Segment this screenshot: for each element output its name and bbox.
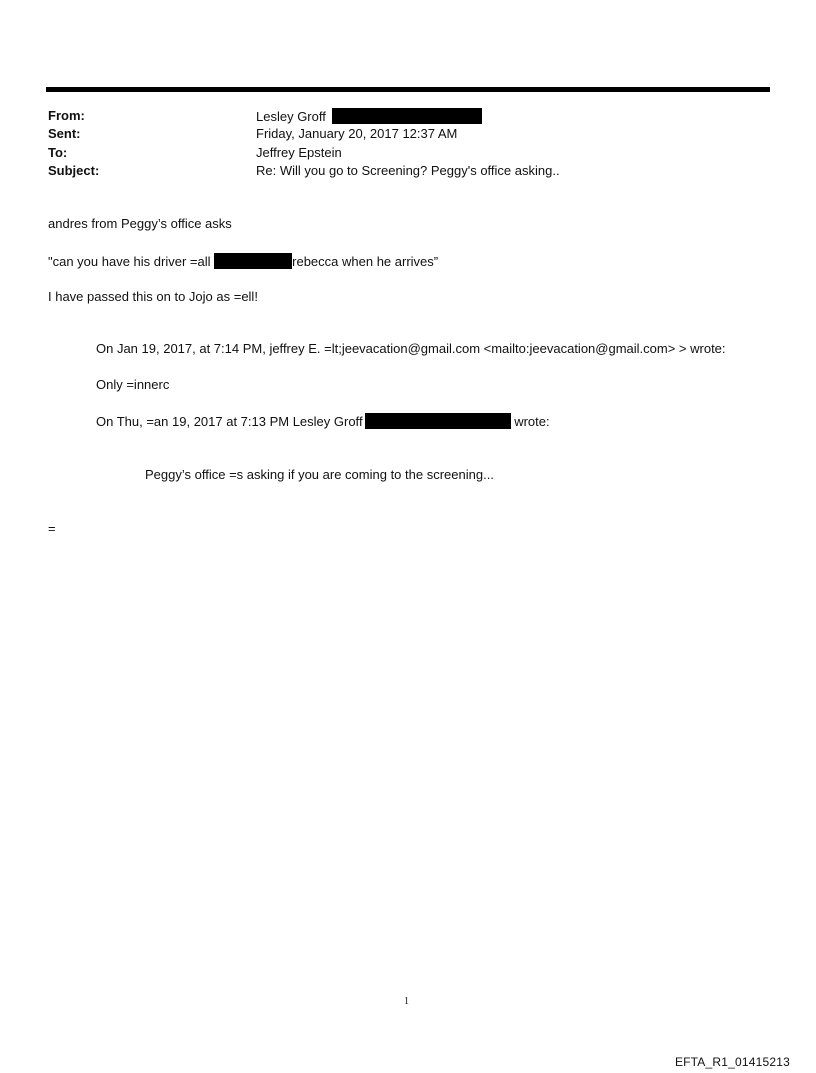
body-line-2 xyxy=(48,253,438,270)
bates-number: EFTA_R1_01415213 xyxy=(674,1055,790,1069)
sent-label: Sent: xyxy=(48,126,81,141)
redaction-block xyxy=(214,253,292,269)
body-line-1: andres from Peggy’s office asks xyxy=(48,216,232,231)
quoted-reply-text: Only =innerc xyxy=(96,377,170,392)
redaction-block xyxy=(365,413,511,429)
to-value: Jeffrey Epstein xyxy=(256,145,342,160)
subject-value: Re: Will you go to Screening? Peggy's office asking.. xyxy=(256,163,560,178)
trailing-equals: = xyxy=(48,521,56,536)
header-rule xyxy=(46,87,770,92)
to-label: To: xyxy=(48,145,68,160)
sent-value: Friday, January 20, 2017 12:37 AM xyxy=(256,126,458,141)
body-line-2-start: "can you have his driver =all xyxy=(48,254,211,269)
page-number: 1 xyxy=(404,996,409,1007)
quoted-original-header xyxy=(96,413,550,430)
redaction-block xyxy=(332,108,482,124)
subject-label: Subject: xyxy=(48,163,100,178)
body-line-2-end: rebecca when he arrives” xyxy=(292,254,439,269)
body-line-3: I have passed this on to Jojo as =ell! xyxy=(48,289,258,304)
quoted-reply-header: On Jan 19, 2017, at 7:14 PM, jeffrey E. =lt;jeevacation@gmail.com <mailto:jeevacation@gmail.com> > wrote: xyxy=(96,341,726,356)
quoted-original-header-start: On Thu, =an 19, 2017 at 7:13 PM Lesley Groff xyxy=(96,414,363,429)
quoted-original-text: Peggy’s office =s asking if you are coming to the screening... xyxy=(145,467,494,482)
from-value xyxy=(256,108,482,125)
from-label: From: xyxy=(48,108,85,123)
from-name: Lesley Groff xyxy=(256,109,326,124)
quoted-original-header-end: wrote: xyxy=(514,414,550,429)
